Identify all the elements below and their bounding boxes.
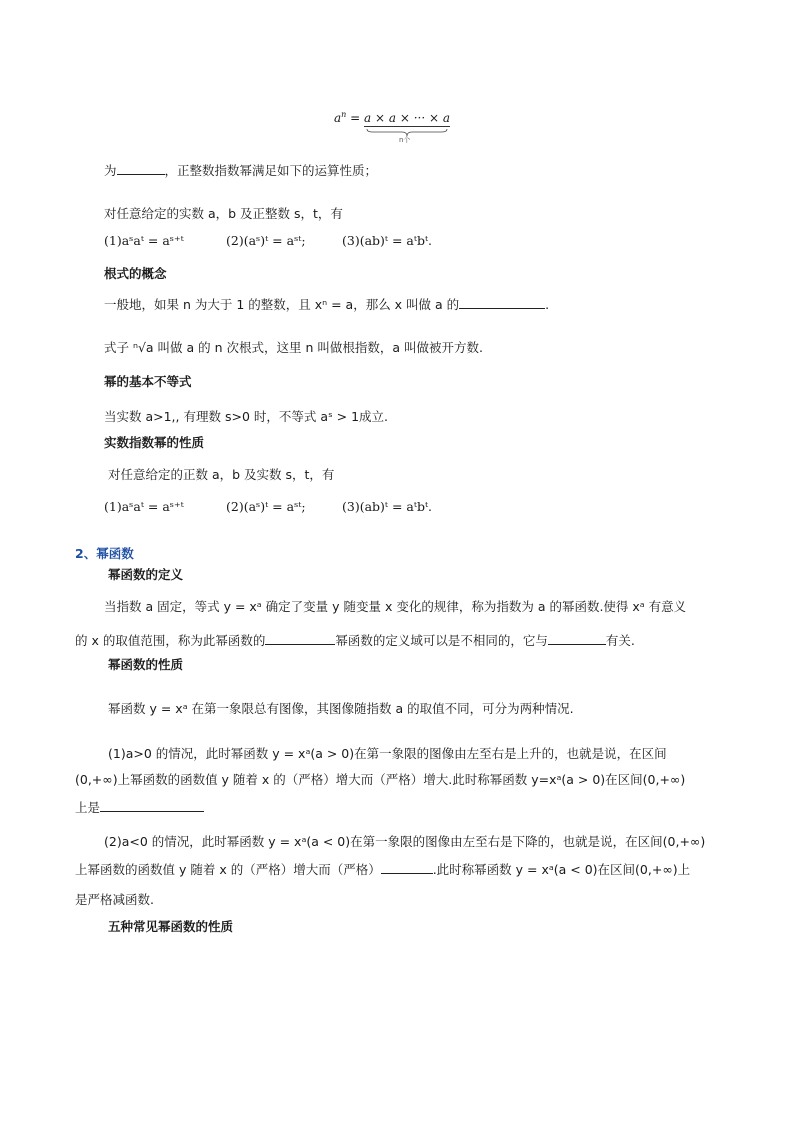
fill-blank-4[interactable]: [548, 632, 606, 645]
fill-blank-3[interactable]: [265, 632, 335, 645]
real-rule-3: (3)(ab)ᵗ = aᵗbᵗ.: [342, 499, 433, 514]
fill-blank-1[interactable]: [117, 162, 165, 175]
real-rule-2: (2)(aˢ)ᵗ = aˢᵗ;: [226, 499, 306, 514]
formula-base: a: [334, 111, 342, 125]
radical-line-2: 式子 ⁿ√a 叫做 a 的 n 次根式，这里 n 叫做根指数，a 叫做被开方数.: [104, 340, 484, 355]
fill-blank-6[interactable]: [381, 861, 433, 874]
definition-line-1: 当指数 a 固定，等式 y = xᵃ 确定了变量 y 随变量 x 变化的规律，称为指数为 a 的幂函数.使得 xᵃ 有意义: [104, 599, 687, 614]
formula-exponent: n: [341, 110, 347, 119]
radical-line-1: 一般地，如果 n 为大于 1 的整数，且 xⁿ = a，那么 x 叫做 a 的 .: [104, 297, 550, 312]
heading-real-power: 实数指数幂的性质: [104, 435, 205, 450]
int-rule-3: (3)(ab)ᵗ = aᵗbᵗ.: [342, 233, 433, 248]
int-rule-1: (1)aˢaᵗ = aˢ⁺ᵗ: [104, 233, 184, 248]
inequality-line: 当实数 a>1,, 有理数 s>0 时，不等式 aˢ > 1成立.: [104, 409, 389, 424]
case2-line-3: 是严格减函数.: [75, 892, 154, 907]
heading-definition: 幂函数的定义: [108, 567, 184, 582]
real-intro: 对任意给定的正数 a，b 及实数 s，t，有: [108, 467, 335, 482]
heading-properties: 幂函数的性质: [108, 657, 184, 672]
case1-line-2: (0,+∞)上幂函数的函数值 y 随着 x 的（严格）增大而（严格）增大.此时称幂函数 y=xᵃ(a > 0)在区间(0,+∞): [75, 772, 686, 787]
real-rule-1: (1)aˢaᵗ = aˢ⁺ᵗ: [104, 499, 184, 514]
fill-blank-5[interactable]: [100, 799, 204, 812]
definition-line-2: 的 x 的取值范围，称为此幂函数的 幂函数的定义域可以是不相同的，它与 有关.: [75, 633, 635, 648]
int-rule-2: (2)(aˢ)ᵗ = aˢᵗ;: [226, 233, 306, 248]
case1-line-3: 上是: [75, 799, 204, 817]
brace-note: n个: [399, 136, 411, 144]
case2-line-2: 上幂函数的函数值 y 随着 x 的（严格）增大而（严格） .此时称幂函数 y = xᵃ(a < 0)在区间(0,+∞)上: [75, 862, 691, 877]
heading-five-power-functions: 五种常见幂函数的性质: [108, 919, 234, 934]
line-1: 为 ，正整数指数幂满足如下的运算性质；: [104, 163, 378, 178]
heading-radical: 根式的概念: [104, 266, 167, 281]
section-2-title: 2、幂函数: [75, 546, 134, 561]
formula-equals: =: [350, 111, 361, 125]
case1-line-1: (1)a>0 的情况，此时幂函数 y = xᵃ(a > 0)在第一象限的图像由左至右是上升的，也就是说，在区间: [108, 746, 667, 761]
heading-inequality: 幂的基本不等式: [104, 374, 192, 389]
case2-line-1: (2)a<0 的情况，此时幂函数 y = xᵃ(a < 0)在第一象限的图像由左至右是下降的，也就是说，在区间(0,+∞): [104, 834, 706, 849]
formula-product: a × a × ··· × a: [364, 111, 450, 125]
property-intro: 幂函数 y = xᵃ 在第一象限总有图像，其图像随指数 a 的取值不同，可分为两种情况.: [108, 701, 574, 716]
line-2: 对任意给定的实数 a，b 及正整数 s，t，有: [104, 206, 343, 221]
fill-blank-2[interactable]: [459, 296, 545, 309]
power-definition-formula: [334, 111, 450, 125]
